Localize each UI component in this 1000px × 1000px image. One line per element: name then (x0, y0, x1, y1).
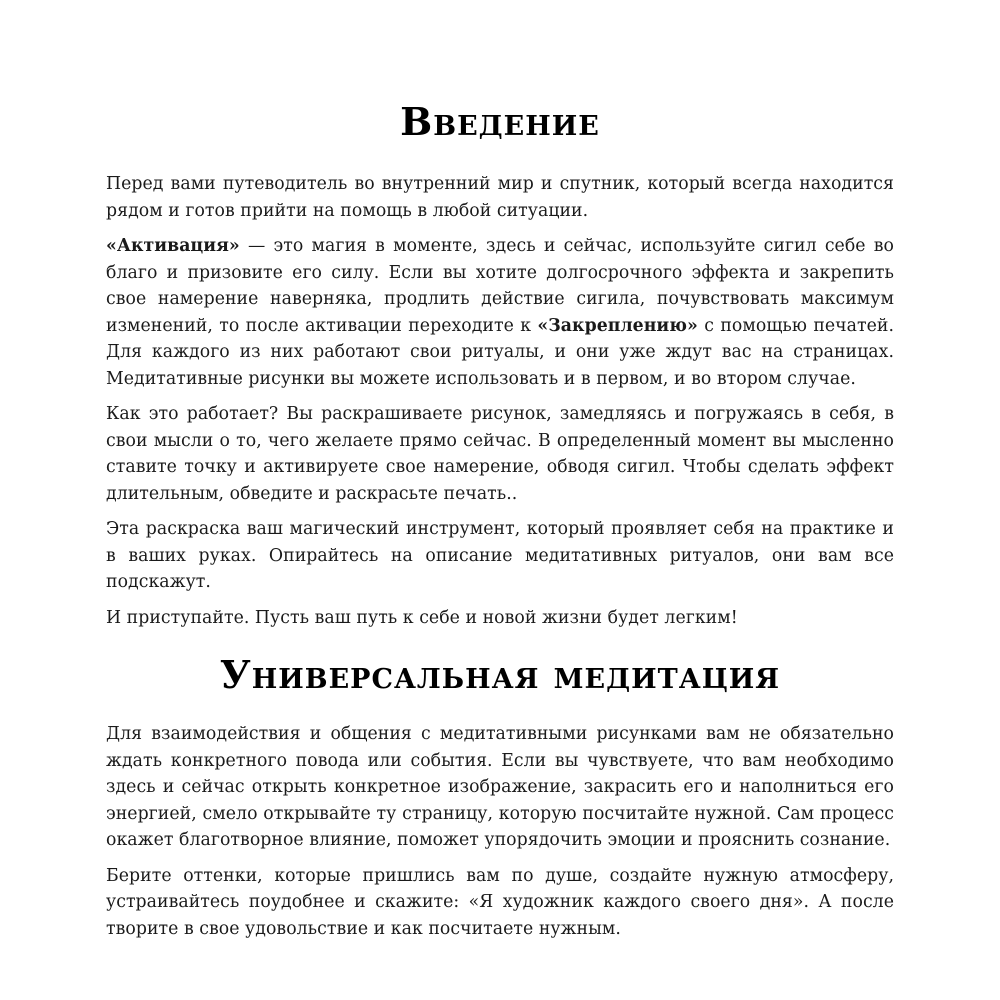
activation-term: «Активация» (106, 236, 240, 256)
intro-paragraph-4: Эта раскраска ваш магический инструмент, который проявляет себя на практике и в ваших руках. Опирайтесь на описание медитативных ритуалов, они вам все подскажут. (106, 519, 894, 592)
intro-paragraph-2-part-2: с помощью печатей. Для каждого из них работают свои ритуалы, и они уже ждут вас на страницах. Медитативные рисунки вы можете использовать и в первом, и во втором случае. (106, 315, 895, 389)
meditation-heading: Универсальная медитация (219, 652, 781, 697)
intro-paragraph-1: Перед вами путеводитель во внутренний мир и спутник, который всегда находится рядом и готов прийти на помощь в любой ситуации. (106, 174, 894, 221)
intro-paragraph-3: Как это работает? Вы раскрашиваете рисунок, замедляясь и погружаясь в себя, в свои мысли о то, чего желаете прямо сейчас. В определенный момент вы мысленно ставите точку и активируете свое намерение, обводя сигил. Чтобы сделать эффект длительным, обведите и раскрасьте печать.. (106, 404, 894, 504)
intro-heading: Введение (400, 99, 600, 144)
intro-paragraph-2-part-1: — это магия в моменте, здесь и сейчас, используйте сигил себе во благо и призовите его силу. Если вы хотите долгосрочного эффекта и закрепить свое намерение наверняка, продлить действие сигила, почувствовать максимум изменений, то после активации переходите к (106, 236, 894, 336)
meditation-section (106, 721, 894, 951)
meditation-paragraph-2: Берите оттенки, которые пришлись вам по душе, создайте нужную атмосферу, устраивайтесь поудобнее и скажите: «Я художник каждого своего дня». А после творите в свое удовольствие и как посчитаете нужным. (106, 865, 894, 939)
meditation-paragraph-1: Для взаимодействия и общения с медитативными рисунками вам не обязательно ждать конкретного повода или события. Если вы чувствуете, что вам необходимо здесь и сейчас открыть конкретное изображение, закрасить его и наполниться его энергией, смело открывайте ту страницу, которую посчитайте нужной. Сам процесс окажет благотворное влияние, поможет упорядочить эмоции и прояснить сознание. (106, 724, 894, 850)
intro-paragraph-5: И приступайте. Пусть ваш путь к себе и новой жизни будет легким! (106, 607, 738, 628)
fixation-term: «Закреплению» (537, 315, 698, 336)
intro-section (106, 171, 894, 640)
intro-paragraph-2 (106, 233, 894, 392)
